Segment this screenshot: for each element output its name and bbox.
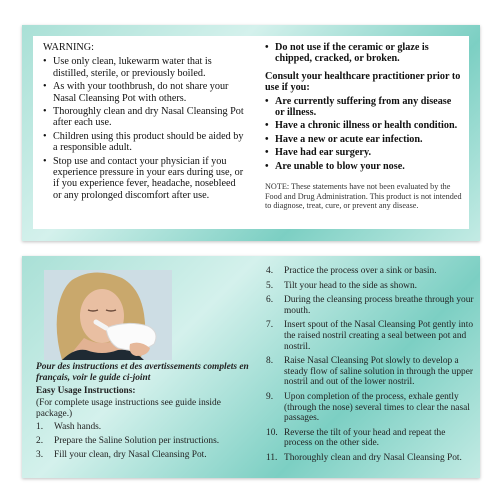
glaze-warning-list <box>265 42 463 65</box>
warning-item: • Use only clean, lukewarm water that is distilled, sterile, or previously boiled. <box>43 56 246 79</box>
consult-heading: Consult your healthcare practitioner prior to use if you: <box>265 70 461 94</box>
usage-instructions <box>36 386 256 464</box>
step-text: Raise Nasal Cleansing Pot slowly to develop a steady flow of saline solution in through the upper nostril and out of the lower nostril. <box>284 356 474 388</box>
step-number: 5. <box>266 280 274 291</box>
fda-note: NOTE: These statements have not been evaluated by the Food and Drug Administration. This product is not intended to diagnose, treat, cure, or prevent any disease. <box>265 182 462 211</box>
step-number: 3. <box>36 450 44 460</box>
step-item <box>266 320 474 352</box>
warning-panel <box>22 25 480 241</box>
step-item <box>266 453 474 464</box>
step-text: Wash hands. <box>54 422 102 432</box>
step-text: Prepare the Saline Solution per instructions. <box>54 436 220 446</box>
step-item <box>266 266 474 277</box>
step-text: During the cleansing process breathe through your mouth. <box>284 295 474 316</box>
steps-list-right <box>266 266 474 468</box>
step-item <box>266 281 474 292</box>
consult-item: • Have had ear surgery. <box>265 147 463 158</box>
step-number: 6. <box>266 295 274 306</box>
step-number: 11. <box>266 452 278 463</box>
usage-subtitle: (For complete usage instructions see guide inside package.) <box>36 398 221 419</box>
warning-right-column <box>265 42 463 211</box>
consult-item: • Have a new or acute ear infection. <box>265 134 463 145</box>
step-number: 9. <box>266 391 274 402</box>
warning-left-column <box>43 42 246 203</box>
warning-item: • Children using this product should be aided by a responsible adult. <box>43 131 246 154</box>
glaze-warning-item: • Do not use if the ceramic or glaze is chipped, cracked, or broken. <box>265 42 463 65</box>
warning-list <box>43 56 246 201</box>
step-number: 1. <box>36 422 44 432</box>
warning-item: • Stop use and contact your physician if you experience pressure in your ears during use, or if you experience fever, headache, nosebleed or any prolonged discomfort after use. <box>43 156 246 202</box>
step-number: 7. <box>266 320 274 331</box>
step-item <box>266 295 474 316</box>
step-item <box>36 450 256 461</box>
warning-heading: WARNING: <box>43 42 94 53</box>
consult-item: • Have a chronic illness or health condition. <box>265 120 463 131</box>
consult-list <box>265 96 463 172</box>
step-text: Reverse the tilt of your head and repeat the process on the other side. <box>284 427 446 449</box>
step-number: 4. <box>266 266 274 276</box>
step-text: Tilt your head to the side as shown. <box>284 280 417 291</box>
french-note: Pour des instructions et des avertissements complets en français, voir le guide ci-joint <box>36 362 249 383</box>
step-item <box>266 356 474 388</box>
step-text: Insert spout of the Nasal Cleansing Pot gently into the raised nostril creating a seal between pot and nostril. <box>284 320 474 352</box>
step-number: 8. <box>266 356 274 367</box>
step-item <box>36 422 256 433</box>
warning-box <box>33 36 469 229</box>
instructions-panel <box>22 256 480 478</box>
step-text: Practice the process over a sink or basin. <box>284 266 437 276</box>
step-number: 2. <box>36 436 44 446</box>
step-number: 10. <box>266 427 278 438</box>
warning-item: • As with your toothbrush, do not share your Nasal Cleansing Pot with others. <box>43 81 246 104</box>
steps-list-left <box>36 422 256 461</box>
step-text: Fill your clean, dry Nasal Cleansing Pot. <box>54 450 207 460</box>
step-item <box>266 428 474 449</box>
warning-item: • Thoroughly clean and dry Nasal Cleansing Pot after each use. <box>43 106 246 129</box>
step-text: Upon completion of the process, exhale gently (through the nose) several times to clear the nasal passages. <box>284 391 470 424</box>
usage-title: Easy Usage Instructions: <box>36 386 136 396</box>
step-item <box>36 436 256 447</box>
consult-item: • Are currently suffering from any disease or illness. <box>265 96 463 119</box>
step-item <box>266 392 474 424</box>
consult-item: • Are unable to blow your nose. <box>265 161 463 172</box>
woman-using-neti-pot-photo <box>44 270 172 360</box>
step-text: Thoroughly clean and dry Nasal Cleansing Pot. <box>284 452 462 463</box>
